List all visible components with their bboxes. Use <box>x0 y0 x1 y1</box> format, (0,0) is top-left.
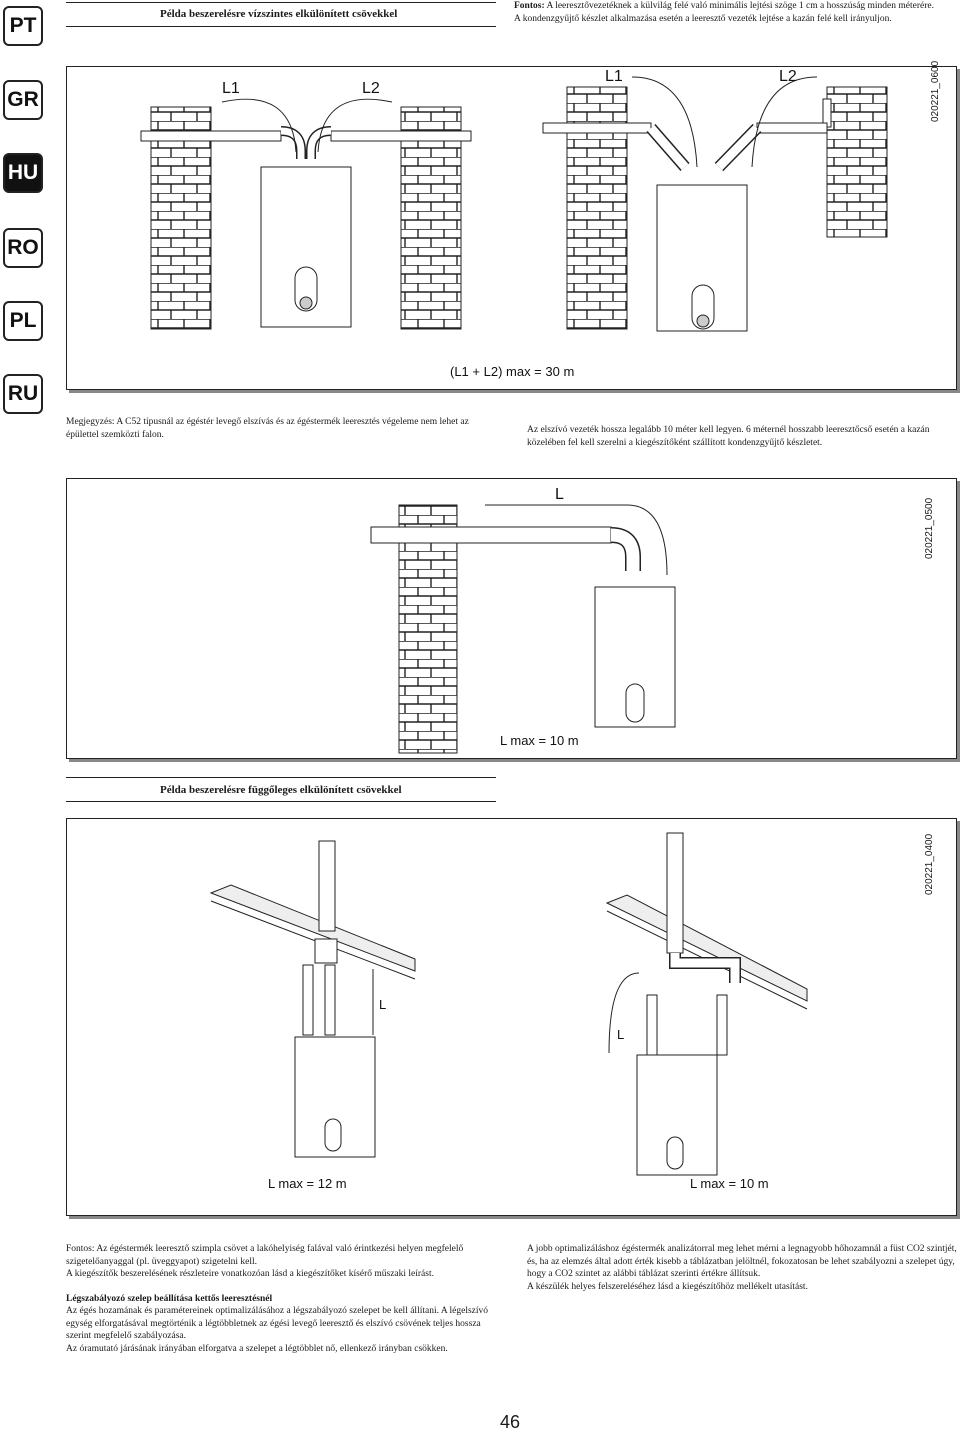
footer-paragraph: Az óramutató járásának irányában elforgatva a szelepet a légtöbblet nő, ellenkező irányban csökken. <box>66 1343 448 1354</box>
footer-paragraph: A jobb optimalizáláshoz égéstermék analizátorral meg lehet mérni a legnagyobb hőhozamnál a füst CO2 szintjét, és, ha az elemzés által adott érték kisebb a táblázatban jelöltnél, fokozatosan be lehet szabályozni a szelepet úgy, hogy a CO2 szintet az alábbi táblázat szerinti értékre állítsuk. <box>527 1244 957 1279</box>
remark-left: Megjegyzés: A C52 típusnál az égéstér levegő elszívás és az égéstermék leeresztés végeleme nem lehet az épülettel szemközti falon. <box>66 417 469 440</box>
footer-right-column <box>527 1243 959 1293</box>
figure-vertical <box>66 818 957 1216</box>
section-rule <box>66 2 496 3</box>
note-text-2: A kondenzgyűjtő készlet alkalmazása esetén a leeresztő vezeték lejtése a kazán felé kell irányuljon. <box>514 13 892 24</box>
footer-paragraph: Fontos: Az égéstermék leeresztő szimpla csövet a lakóhelyiség falával való érintkezési helyen megfelelő szigetelőanyaggal (pl. üveggyapot) szigetelni kell. <box>66 1244 464 1267</box>
important-note <box>514 0 959 25</box>
lang-tab-gr[interactable]: GR <box>3 80 43 120</box>
figure-code-3: 020221_0400 <box>924 833 935 895</box>
lang-tab-pl[interactable]: PL <box>3 301 43 341</box>
label-l1-right: L1 <box>605 68 623 85</box>
label-l-vertical-left: L <box>379 997 387 1012</box>
section-rule <box>66 801 496 802</box>
section-title-vertical: Példa beszerelésre függőleges elkülönített csövekkel <box>160 784 402 796</box>
label-l1: L1 <box>222 80 240 97</box>
footer-paragraph: Az égés hozamának és paramétereinek optimalizálásához a légszabályozó szelepet be kell állítani. A légelszívó egység elforgatásával megtörténik a légtöbbletnek az égési levegő leeresztő és elszívó csövének teljes hossza szerint megfelelő szabályozása. <box>66 1306 489 1341</box>
figure-caption-2: L max = 10 m <box>500 733 579 748</box>
lang-tab-ru[interactable]: RU <box>3 374 43 414</box>
section-rule <box>66 26 496 27</box>
figure-caption: (L1 + L2) max = 30 m <box>450 364 575 379</box>
note-text: A leeresztővezetéknek a külvilág felé való minimális lejtési szöge 1 cm a hosszúság minden méterére. <box>546 1 934 11</box>
section-title-horizontal: Példa beszerelésre vízszintes elkülönített csövekkel <box>160 8 398 20</box>
figure-horizontal-single <box>66 478 957 759</box>
remark-right: Az elszívó vezeték hossza legalább 10 méter kell legyen. 6 méternél hosszabb leeresztőcső esetén a kazán közelében fel kell szerelni a kiegészítőként szállított kondenzgyűjtő készletet. <box>527 425 930 448</box>
label-l2: L2 <box>362 80 380 97</box>
figure-code-2: 020221_0500 <box>924 497 935 559</box>
section-rule <box>66 777 496 778</box>
figure-caption-left: L max = 12 m <box>268 1176 347 1191</box>
figure-single-drawing <box>67 479 956 758</box>
lang-tab-ro[interactable]: RO <box>3 228 43 268</box>
figure-horizontal-split <box>66 66 957 390</box>
label-l2-right: L2 <box>779 68 797 85</box>
label-l: L <box>555 486 564 503</box>
note-label: Fontos: <box>514 1 545 11</box>
footer-paragraph: A készülék helyes felszereléséhez lásd a kiegészítőhöz mellékelt utasítást. <box>527 1281 808 1292</box>
footer-left-column <box>66 1243 506 1355</box>
footer-heading: Légszabályozó szelep beállítása kettős leeresztésnél <box>66 1293 273 1304</box>
figure-vertical-drawing <box>67 819 956 1215</box>
footer-paragraph: A kiegészítők beszerelésének részleteire vonatkozóan lásd a kiegészítőket kísérő műszaki leírást. <box>66 1269 434 1279</box>
lang-tab-pt[interactable]: PT <box>3 6 43 46</box>
page-number: 46 <box>500 1412 521 1432</box>
figure-caption-right: L max = 10 m <box>690 1176 769 1191</box>
figure-horizontal-drawing <box>67 67 956 389</box>
lang-tab-hu[interactable]: HU <box>3 153 43 193</box>
figure-code: 020221_0600 <box>930 60 941 122</box>
label-l-vertical-right: L <box>617 1027 625 1042</box>
